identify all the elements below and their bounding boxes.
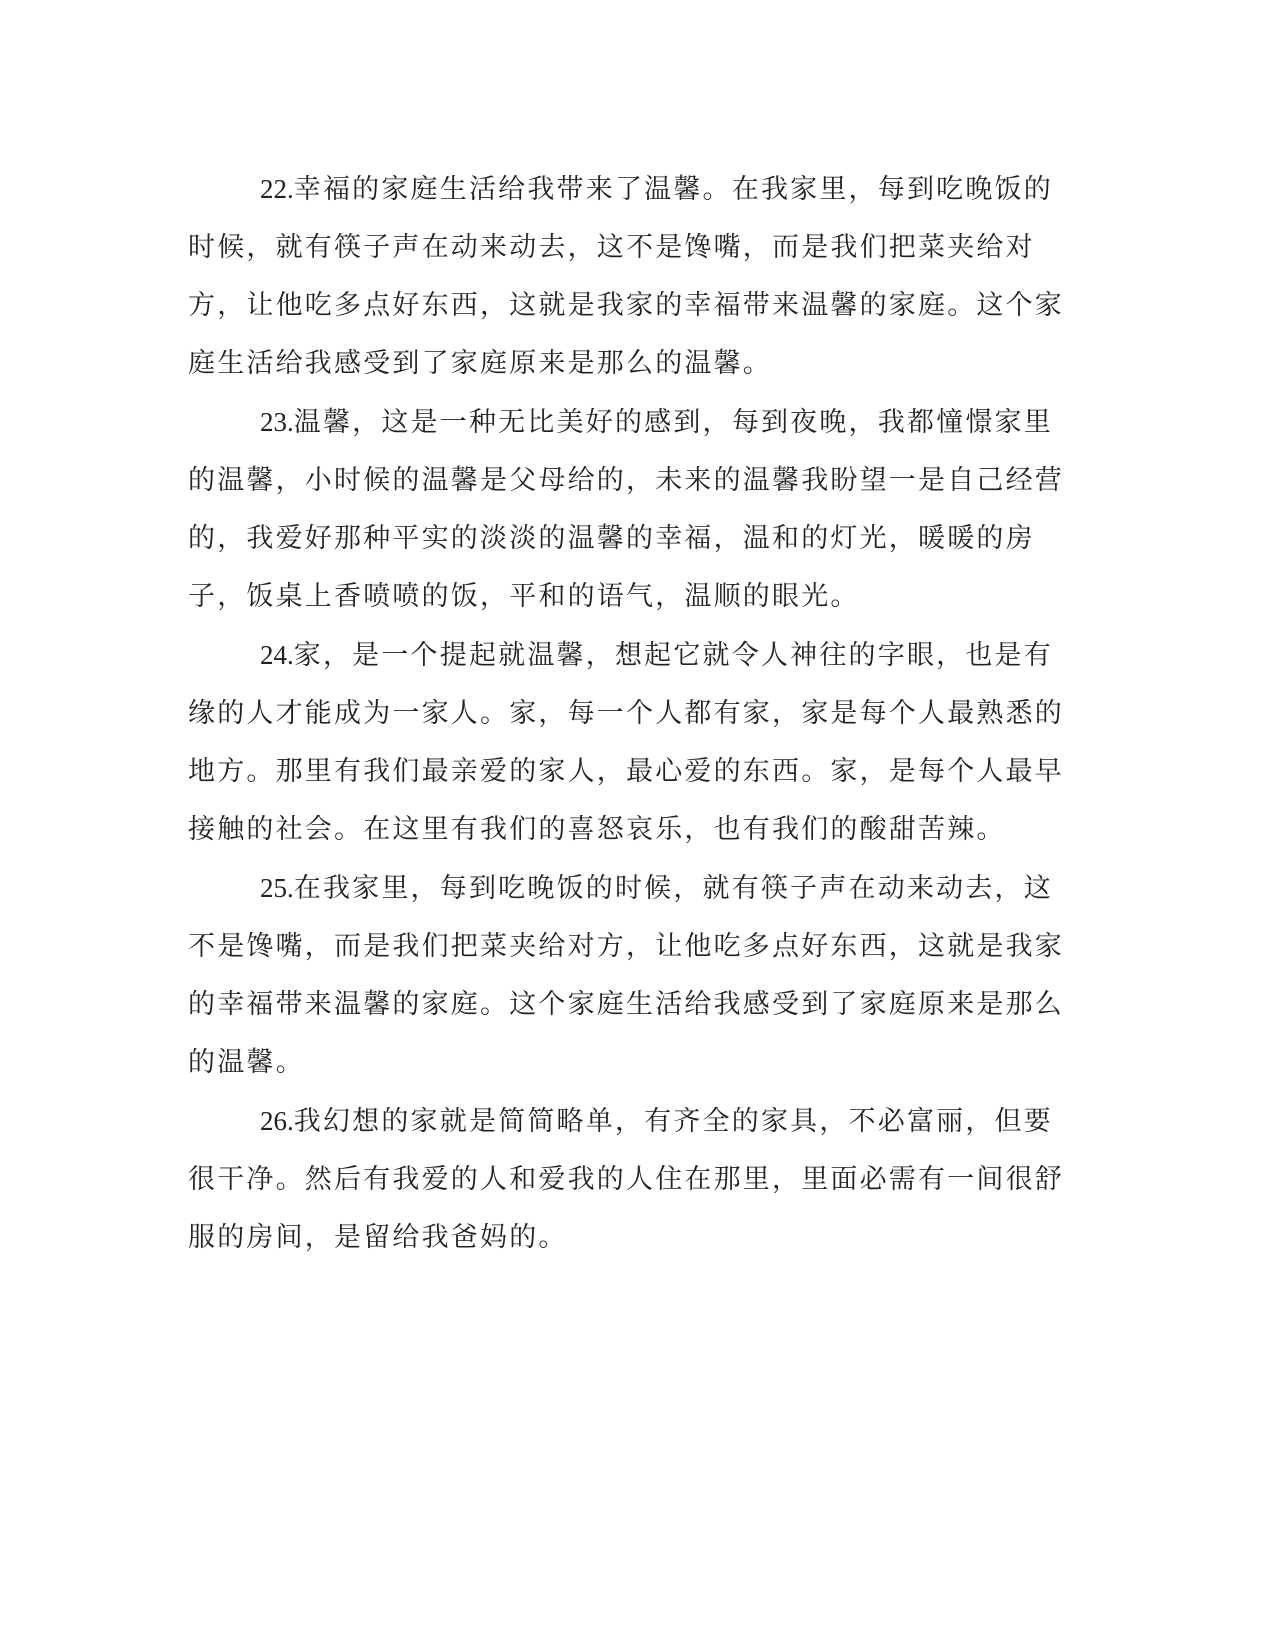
paragraph-26 (188, 1092, 1078, 1267)
paragraph-number: 24. (260, 640, 294, 670)
paragraph-23 (188, 393, 1078, 626)
paragraph-text: 幸福的家庭生活给我带来了温馨。在我家里，每到吃晚饭的时候，就有筷子声在动来动去，这不是馋嘴，而是我们把菜夹给对方，让他吃多点好东西，这就是我家的幸福带来温馨的家庭。这个家庭生活给我感受到了家庭原来是那么的温馨。 (188, 174, 1064, 379)
paragraph-25 (188, 859, 1078, 1092)
paragraph-number: 25. (260, 873, 294, 903)
paragraph-22 (188, 160, 1078, 393)
paragraph-number: 23. (260, 407, 294, 437)
paragraph-number: 26. (260, 1106, 294, 1136)
paragraph-text: 温馨，这是一种无比美好的感到，每到夜晚，我都憧憬家里的温馨，小时候的温馨是父母给的，未来的温馨我盼望一是自己经营的，我爱好那种平实的淡淡的温馨的幸福，温和的灯光，暖暖的房子，饭桌上香喷喷的饭，平和的语气，温顺的眼光。 (188, 407, 1064, 612)
paragraph-24 (188, 626, 1078, 859)
paragraph-text: 在我家里，每到吃晚饭的时候，就有筷子声在动来动去，这不是馋嘴，而是我们把菜夹给对方，让他吃多点好东西，这就是我家的幸福带来温馨的家庭。这个家庭生活给我感受到了家庭原来是那么的温馨。 (188, 873, 1064, 1078)
paragraph-number: 22. (260, 174, 294, 204)
paragraph-text: 我幻想的家就是简简略单，有齐全的家具，不必富丽，但要很干净。然后有我爱的人和爱我的人住在那里，里面必需有一间很舒服的房间，是留给我爸妈的。 (188, 1106, 1064, 1253)
paragraph-text: 家，是一个提起就温馨，想起它就令人神往的字眼，也是有缘的人才能成为一家人。家，每一个人都有家，家是每个人最熟悉的地方。那里有我们最亲爱的家人，最心爱的东西。家，是每个人最早接触的社会。在这里有我们的喜怒哀乐，也有我们的酸甜苦辣。 (188, 640, 1064, 845)
document-body (188, 160, 1078, 1267)
